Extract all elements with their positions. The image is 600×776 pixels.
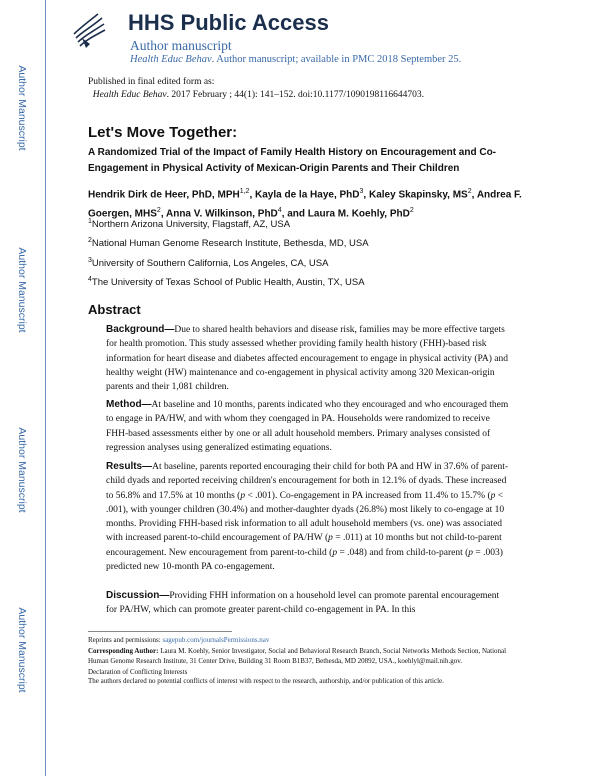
author-list — [88, 184, 528, 223]
footnotes — [88, 636, 518, 686]
results-label: Results— — [106, 461, 153, 472]
corresponding-author — [88, 647, 518, 666]
author-name: , Andrea F. Goergen, MHS — [88, 189, 522, 220]
sidebar-label: Author Manuscript — [16, 65, 28, 151]
author-name: , Kayla de la Haye, PhD — [249, 189, 360, 201]
citation-line — [88, 89, 568, 102]
p-value-symbol: p — [240, 490, 246, 501]
abstract-results — [106, 460, 510, 574]
abstract-method — [106, 398, 510, 455]
results-text: < .001). Co-engagement in PA increased from 11.4% to 15.7% ( — [245, 490, 491, 501]
sidebar-label: Author Manuscript — [16, 247, 28, 333]
method-text: At baseline and 10 months, parents indicated who they encouraged and who encouraged them to engage in PA/HW, and with whom they coengaged in PA. Households were randomized to receive FHH-based assessments either by one or all adult household members. Primary analyses consisted of regression analyses using generalized estimating equations. — [106, 400, 509, 453]
footnote-rule — [88, 631, 232, 632]
sidebar-divider — [45, 0, 46, 776]
affiliation-text: The University of Texas School of Public Health, Austin, TX, USA — [91, 277, 365, 289]
article-subtitle: A Randomized Trial of the Impact of Family Health History on Encouragement and Co-Engagement in Physical Activity of Mexican-Origin Parents and Their Children — [88, 147, 497, 174]
abstract-heading: Abstract — [88, 302, 141, 317]
p-value-symbol: p — [328, 533, 333, 544]
affiliation-text: National Human Genome Research Institute, Bethesda, MD, USA — [91, 238, 369, 250]
abstract-background — [106, 323, 510, 394]
permissions-link[interactable]: sagepub.com/journalsPermissions.nav — [162, 636, 270, 644]
author-name: Hendrik Dirk de Heer, PhD, MPH — [88, 189, 240, 201]
discussion-label: Discussion— — [106, 590, 170, 601]
abstract-discussion — [106, 589, 510, 618]
hhs-public-access-title: HHS Public Access — [128, 10, 329, 35]
sidebar-label: Author Manuscript — [16, 607, 28, 693]
article-title: Let's Move Together: — [88, 124, 238, 141]
author-affil-sup: 3 — [359, 188, 364, 195]
reprints-line — [88, 636, 518, 645]
citation-text: . 2017 February ; 44(1): 141–152. doi:10.1177/1090198116644703. — [166, 90, 424, 100]
corresponding-author-text: Laura M. Koehly, Senior Investigator, Social and Behavioral Research Branch, Social Networks Methods Section, National Human Genome Research Institute, 31 Center Drive, Building 31 Room B1B37, Bethesda, MD 20892, USA., koehlyl@mail.nih.gov. — [88, 647, 507, 665]
p-value-symbol: p — [490, 490, 496, 501]
author-affil-sup: 4 — [277, 207, 282, 215]
results-text: = .003) predicted new 10-month PA co-engagement. — [106, 547, 503, 573]
author-affil-sup: 1,2 — [239, 188, 250, 195]
availability-line — [130, 54, 461, 65]
corresponding-author-label: Corresponding Author: — [88, 647, 159, 656]
affiliation — [88, 276, 365, 288]
background-text: Due to shared health behaviors and disease risk, families may be more effective targets for health promotion. This study assessed whether providing family health history (FHH)-based risk information for heart disease and diabetes affected encouragement to engage in physical activity (PA) and healthy weight (HW) maintenance and co-engagement in physical activity among 320 Mexican-origin parents and their 1,081 children. — [106, 325, 509, 393]
publication-info — [88, 76, 568, 102]
conflicts-text: The authors declared no potential conflicts of interest with respect to the research, authorship, and/or publication of this article. — [88, 677, 444, 686]
p-value-symbol: p — [468, 547, 474, 558]
results-text: < .001), with younger children (30.4%) and mother-daughter dyads (26.8%) most likely to co-engage at 10 months. Providing FHH-based risk information to all adult household members (vs. one) was associated with increased parent-to-child encouragement of PA/HW ( — [106, 490, 505, 544]
author-name: , Kaley Skapinsky, MS — [363, 189, 468, 201]
results-text: At baseline, parents reported encouraging their child for both PA and HW in 37.6% of parent-child dyads and reported receiving children's encouragement for both in 12.1% of dyads. These increased to 56.8% and 17.5% at 10 months ( — [106, 462, 509, 501]
affiliation-text: University of Southern California, Los Angeles, CA, USA — [91, 258, 329, 270]
affiliation-sup: 3 — [88, 257, 92, 264]
author-name: , Anna V. Wilkinson, PhD — [160, 208, 278, 220]
affiliation-sup: 1 — [88, 218, 92, 225]
author-affil-sup: 2 — [156, 207, 161, 215]
reprints-label: Reprints and permissions: — [88, 636, 163, 644]
affiliation — [88, 237, 369, 249]
author-affil-sup: 2 — [467, 188, 472, 195]
published-label: Published in final edited form as: — [88, 77, 215, 87]
author-name: , and Laura M. Koehly, PhD — [281, 208, 410, 220]
author-affil-sup: 2 — [409, 207, 414, 215]
results-text: = .011) at 10 months but not child-to-parent encouragement. New encouragement from parent-to-child ( — [106, 533, 502, 558]
method-label: Method— — [106, 399, 152, 410]
sidebar-label: Author Manuscript — [16, 427, 28, 513]
availability-text: . Author manuscript; available in PMC 2018 September 25. — [211, 54, 462, 65]
discussion-text: Providing FHH information on a household level can promote parental encouragement for PA/HW, which can promote greater parent-child co-engagement in PA. In this — [106, 591, 500, 616]
affiliation — [88, 257, 328, 269]
affiliation-text: Northern Arizona University, Flagstaff, AZ, USA — [91, 219, 291, 231]
affiliation-sup: 2 — [88, 237, 92, 244]
citation-journal: Health Educ Behav — [92, 90, 167, 100]
p-value-symbol: p — [332, 547, 338, 558]
sidebar — [0, 0, 46, 776]
background-label: Background— — [106, 324, 175, 335]
author-manuscript-label: Author manuscript — [130, 38, 232, 53]
affiliation-sup: 4 — [88, 276, 92, 283]
hhs-eagle-logo-icon — [68, 8, 110, 52]
affiliation — [88, 218, 290, 230]
conflicts-heading: Declaration of Conflicting Interests — [88, 667, 188, 676]
results-text: = .048) and from child-to-parent ( — [337, 547, 469, 558]
journal-name: Health Educ Behav — [130, 54, 212, 65]
